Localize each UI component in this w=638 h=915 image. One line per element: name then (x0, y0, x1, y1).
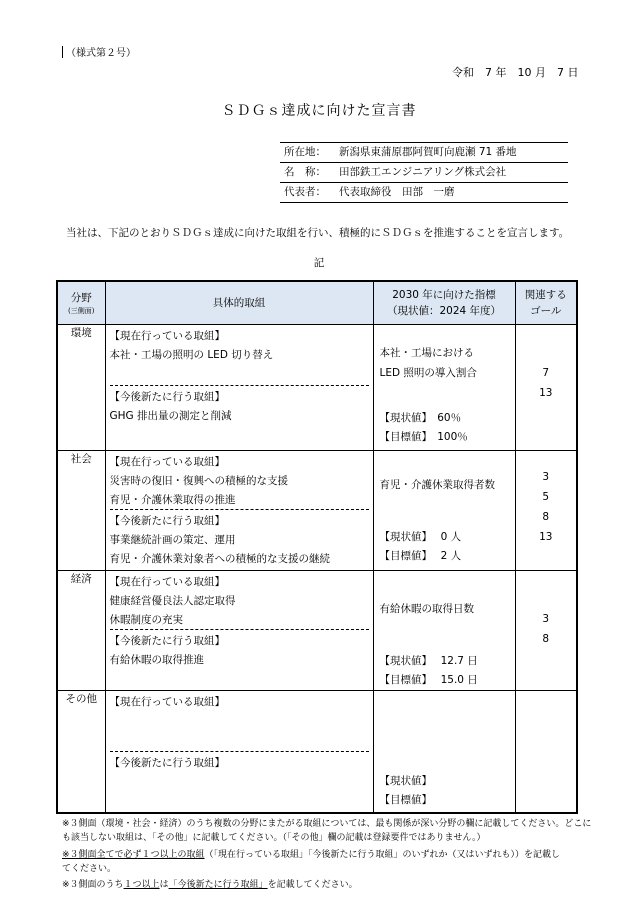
indicator-line: 有給休暇の取得日数 (379, 603, 474, 615)
new-label: 【今後新たに行う取組】 (109, 757, 225, 769)
current-label: 【現在行っている取組】 (109, 330, 225, 342)
rep-value: 代表取締役 田部 一磨 (339, 186, 455, 198)
table-row (57, 571, 577, 691)
name-label: 名 称： (284, 166, 326, 178)
goal-number: 8 (542, 633, 550, 645)
actions-cell (105, 691, 373, 813)
company-name-row (280, 163, 568, 183)
table-header-row (57, 281, 577, 325)
table-row (57, 691, 577, 813)
company-address-row (280, 142, 568, 163)
target-value: 【目標値】 100％ (379, 431, 468, 443)
current-value: 【現状値】 (379, 775, 432, 787)
target-value: 【目標値】 2 人 (379, 550, 462, 562)
goal-number: 13 (539, 531, 553, 543)
goals-cell (515, 691, 577, 813)
ki-heading: 記 (313, 257, 325, 269)
current-label: 【現在行っている取組】 (109, 696, 225, 708)
indicator-line: 育児・介護休業取得者数 (379, 479, 495, 491)
company-info (280, 142, 568, 203)
header-goals: 関連する ゴール (515, 281, 577, 325)
document-title: ＳＤＧｓ達成に向けた宣言書 (221, 103, 417, 119)
rep-label: 代表者： (284, 186, 326, 198)
address-label: 所在地： (284, 146, 326, 158)
indicator-line: 本社・工場における (379, 347, 474, 359)
actions-cell (105, 451, 373, 571)
form-number: （様式第２号） (62, 44, 136, 59)
table-row (57, 325, 577, 451)
name-value: 田部鉄工エンジニアリング株式会社 (339, 166, 507, 178)
new-label: 【今後新たに行う取組】 (109, 635, 225, 647)
address-value: 新潟県東蒲原郡阿賀町向鹿瀬 71 番地 (339, 146, 517, 158)
list-item: 事業継続計画の策定、運用 (109, 534, 236, 546)
field-cell: 経済 (57, 571, 105, 691)
declaration-text: 当社は、下記のとおりＳＤＧｓ達成に向けた取組を行い、積極的にＳＤＧｓを推進することを宣言します。 (66, 227, 570, 239)
field-cell: 社会 (57, 451, 105, 571)
goal-number: 3 (542, 613, 550, 625)
goal-number: 5 (542, 491, 550, 503)
footnote-3: ※３側面のうち１つ以上は「今後新たに行う取組」を記載してください。 (62, 880, 358, 890)
table-row (57, 451, 577, 571)
document-date: 令和 7 年 10 月 7 日 (452, 66, 579, 79)
goal-number: 13 (539, 387, 553, 399)
list-item: 休暇制度の充実 (109, 614, 183, 626)
header-actions: 具体的取組 (105, 281, 373, 325)
current-label: 【現在行っている取組】 (109, 576, 225, 588)
indicator-cell (373, 325, 515, 451)
goal-number: 7 (542, 367, 550, 379)
goals-cell (515, 571, 577, 691)
new-label: 【今後新たに行う取組】 (109, 515, 225, 527)
footnote-1: ※３側面（環境・社会・経済）のうち複数の分野にまたがる取組については、最も関係が深い分野の欄に記載してください。どこに も該当しない取組は、「その他」に記載してください。（「その他」欄の記載は登録要件ではありません。） (62, 819, 592, 843)
target-value: 【目標値】 (379, 794, 432, 806)
actions-cell (105, 571, 373, 691)
indicator-cell (373, 571, 515, 691)
field-cell: その他 (57, 691, 105, 813)
new-label: 【今後新たに行う取組】 (109, 391, 225, 403)
header-field: 分野 (三側面) (57, 281, 105, 325)
list-item: 育児・介護休業対象者への積極的な支援の継続 (109, 553, 330, 565)
indicator-cell (373, 691, 515, 813)
field-cell: 環境 (57, 325, 105, 451)
current-value: 【現状値】 0 人 (379, 531, 462, 543)
current-value: 【現状値】 60％ (379, 412, 462, 424)
current-label: 【現在行っている取組】 (109, 456, 225, 468)
goals-cell (515, 451, 577, 571)
header-indicator: 2030 年に向けた指標 （現状値：2024 年度） (373, 281, 515, 325)
list-item: 本社・工場の照明の LED 切り替え (109, 349, 274, 361)
list-item: 有給休暇の取得推進 (109, 654, 204, 666)
list-item: 災害時の復旧・復興への積極的な支援 (109, 475, 288, 487)
indicator-cell (373, 451, 515, 571)
list-item: 育児・介護休業取得の推進 (109, 494, 236, 506)
list-item: GHG 排出量の測定と削減 (109, 410, 232, 422)
goal-number: 8 (542, 511, 550, 523)
goals-cell (515, 325, 577, 451)
current-value: 【現状値】 12.7 日 (379, 655, 478, 667)
indicator-line: LED 照明の導入割合 (379, 367, 477, 379)
sdgs-table (56, 280, 578, 814)
footnote-2: ※３側面全てで必ず１つ以上の取組（「現在行っている取組」「今後新たに行う取組」のいずれか（又はいずれも））を記載し てください。 (62, 850, 561, 874)
target-value: 【目標値】 15.0 日 (379, 674, 478, 686)
goal-number: 3 (542, 471, 550, 483)
list-item: 健康経営優良法人認定取得 (109, 595, 236, 607)
actions-cell (105, 325, 373, 451)
company-rep-row (280, 183, 568, 203)
